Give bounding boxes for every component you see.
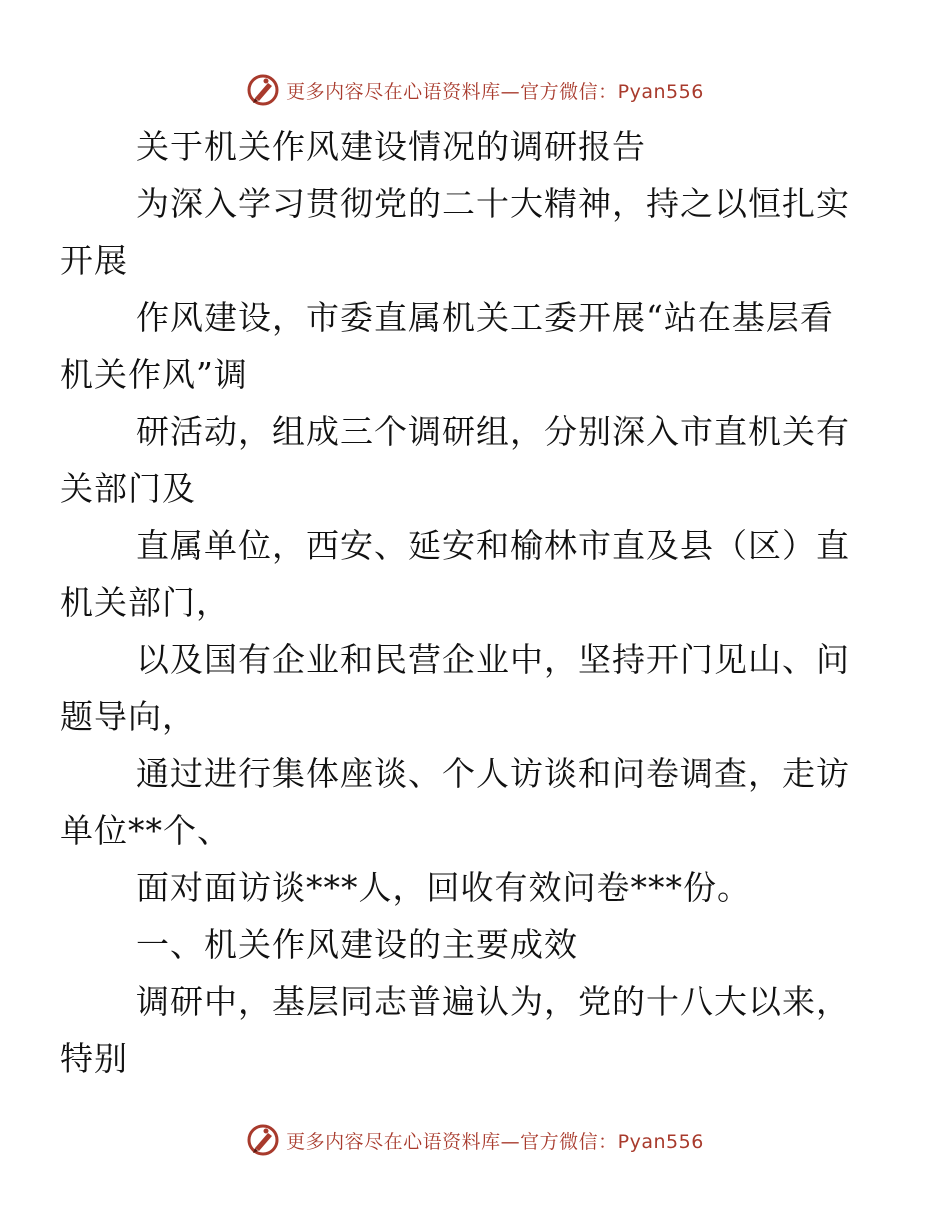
document-title <box>98 118 858 175</box>
paragraph <box>60 745 858 859</box>
paragraph-continuation: 特别 <box>60 1039 128 1078</box>
paragraph-continuation: 题导向， <box>60 697 196 736</box>
header-watermark <box>0 70 950 110</box>
paragraph-line: 面对面访谈***人，回收有效问卷***份。 <box>136 868 751 907</box>
paragraph <box>60 175 858 289</box>
header-watermark-text: 更多内容尽在心语资料库—官方微信：Pyan556 <box>286 80 704 103</box>
paragraph-line: 关于机关作风建设情况的调研报告 <box>136 127 646 166</box>
paragraph-continuation: 机关作风”调 <box>60 355 248 394</box>
paragraph <box>60 289 858 403</box>
pen-seal-icon <box>246 1123 280 1157</box>
paragraph-line: 研活动，组成三个调研组，分别深入市直机关有 <box>136 412 850 451</box>
paragraph-continuation: 单位**个、 <box>60 811 231 850</box>
paragraph <box>60 403 858 517</box>
document-body <box>60 118 858 1087</box>
paragraph-line: 调研中，基层同志普遍认为，党的十八大以来， <box>136 982 850 1021</box>
paragraph <box>60 973 858 1087</box>
paragraph-line: 直属单位，西安、延安和榆林市直及县（区）直 <box>136 526 850 565</box>
paragraph-line: 作风建设，市委直属机关工委开展“站在基层看 <box>136 298 834 337</box>
paragraph-line: 为深入学习贯彻党的二十大精神，持之以恒扎实 <box>136 184 850 223</box>
paragraph <box>60 631 858 745</box>
footer-watermark-text: 更多内容尽在心语资料库—官方微信：Pyan556 <box>286 1130 704 1153</box>
paragraph-line: 一、机关作风建设的主要成效 <box>136 925 578 964</box>
paragraph-continuation: 关部门及 <box>60 469 196 508</box>
paragraph-continuation: 机关部门， <box>60 583 230 622</box>
paragraph-line: 通过进行集体座谈、个人访谈和问卷调查，走访 <box>136 754 850 793</box>
paragraph <box>98 859 858 916</box>
paragraph-continuation: 开展 <box>60 241 128 280</box>
footer-watermark <box>0 1120 950 1160</box>
pen-seal-icon <box>246 73 280 107</box>
paragraph-line: 以及国有企业和民营企业中，坚持开门见山、问 <box>136 640 850 679</box>
paragraph <box>60 517 858 631</box>
section-heading <box>98 916 858 973</box>
